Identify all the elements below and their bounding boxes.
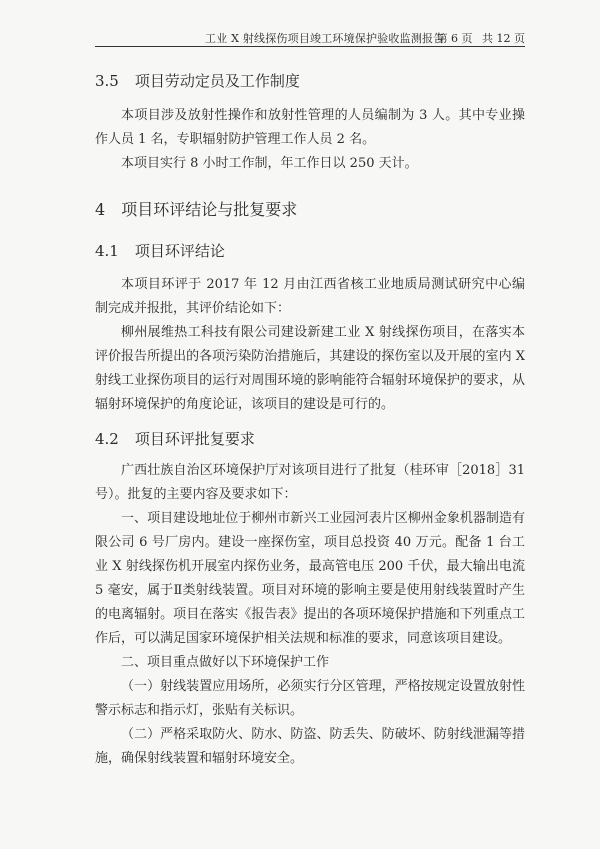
heading-4-1 — [95, 240, 525, 261]
heading-4-2 — [95, 428, 525, 449]
report-title: 工业 X 射线探伤项目竣工环境保护验收监测报告 — [205, 32, 445, 45]
paragraph: 一、项目建设地址位于柳州市新兴工业园河表片区柳州金象机器制造有限公司 6 号厂房内。建设一座探伤室，项目总投资 40 万元。配备 1 台工业 X 射线探伤机开展室内探伤业务，最高管电压 200 千伏，最大输出电流 5 毫安，属于Ⅱ类射线装置。项目对环境的影响主要是使用射线装置时产生的电离辐射。项目在落实《报告表》提出的各项环境保护措施和下列重点工作后，可以满足国家环境保护相关法规和标准的要求，同意该项目建设。 — [95, 511, 525, 646]
paragraph: 柳州展维热工科技有限公司建设新建工业 X 射线探伤项目，在落实本评价报告所提出的各项污染防治措施后，其建设的探伤室以及开展的室内 X 射线工业探伤项目的运行对周围环境的影响能符合辐射环境保护的要求，从辐射环境保护的角度论证，该项目的建设是可行的。 — [95, 325, 525, 412]
heading-number: 4.2 — [95, 430, 119, 448]
section-3-5-body — [95, 104, 525, 176]
heading-title: 项目环评批复要求 — [134, 430, 255, 448]
heading-number: 3.5 — [95, 72, 119, 90]
paragraph: 广西壮族自治区环境保护厅对该项目进行了批复（桂环审［2018］31 号）。批复的主要内容及要求如下： — [95, 463, 525, 502]
page-header — [95, 26, 525, 47]
heading-4 — [95, 197, 525, 220]
heading-title: 项目环评结论与批复要求 — [121, 200, 298, 219]
heading-title: 项目环评结论 — [134, 242, 225, 260]
section-4-2-body — [95, 459, 525, 771]
paragraph: 本项目涉及放射性操作和放射性管理的人员编制为 3 人。其中专业操作人员 1 名，专职辐射防护管理工作人员 2 名。 — [95, 108, 525, 147]
page-total: 共 12 页 — [482, 32, 525, 45]
heading-title: 项目劳动定员及工作制度 — [134, 72, 300, 90]
paragraph: （二）严格采取防火、防水、防盗、防丢失、防破坏、防射线泄漏等措施，确保射线装置和辐射环境安全。 — [95, 727, 525, 766]
page-number — [431, 30, 526, 46]
paragraph: 本项目环评于 2017 年 12 月由江西省核工业地质局测试研究中心编制完成并报批，其评价结论如下： — [95, 277, 525, 316]
heading-number: 4 — [95, 200, 106, 219]
heading-number: 4.1 — [95, 242, 119, 260]
paragraph: 二、项目重点做好以下环境保护工作 — [121, 655, 330, 670]
section-4-1-body — [95, 273, 525, 417]
paragraph: 本项目实行 8 小时工作制，年工作日以 250 天计。 — [121, 156, 418, 171]
paragraph: （一）射线装置应用场所，必须实行分区管理，严格按规定设置放射性警示标志和指示灯，张贴有关标识。 — [95, 679, 525, 718]
heading-3-5 — [95, 70, 525, 91]
page-current: 第 6 页 — [436, 32, 473, 45]
